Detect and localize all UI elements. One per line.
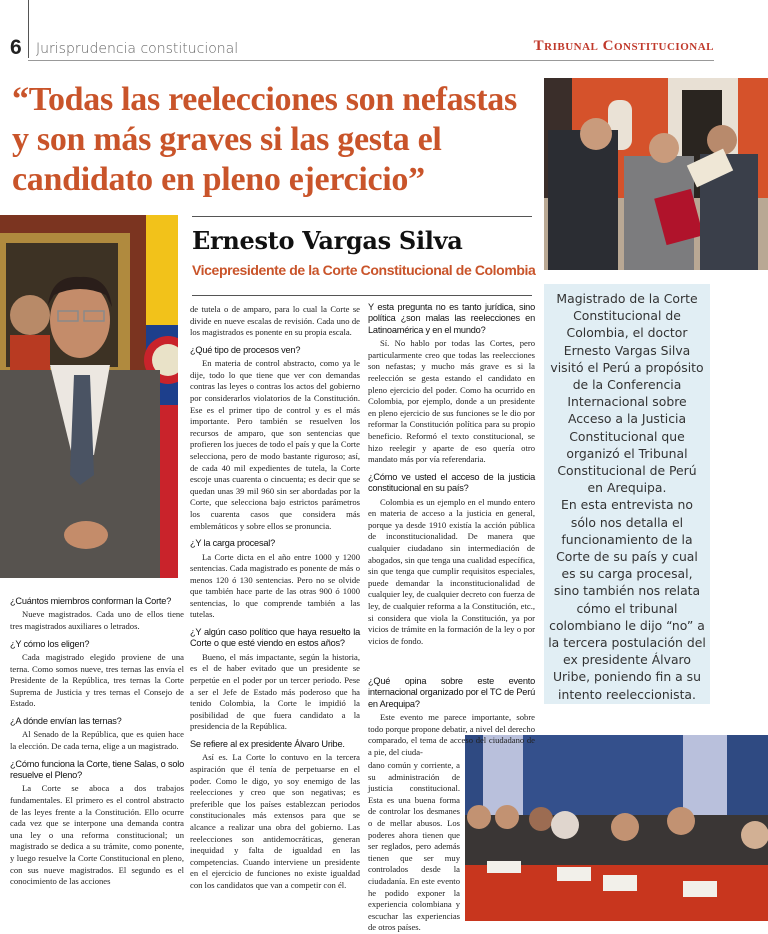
name-rule-top (192, 216, 532, 217)
question: Y esta pregunta no es tanto jurídica, sino política ¿son malas las reelecciones en Latinoamérica y en el mundo? (368, 302, 535, 335)
intro-paragraph: Magistrado de la Corte Constitucional de Colombia, el doctor Ernesto Vargas Silva visitó el Perú a propósito de la Conferencia Internacional sobre Acceso a la Justicia Constitucional que organizó el Tribunal Constitucional de Perú en Arequipa. (550, 291, 704, 496)
interviewee-name: Ernesto Vargas Silva (192, 226, 463, 255)
conference-photo (465, 735, 768, 921)
question: ¿Qué opina sobre este evento internacional organizado por el TC de Perú en Arequipa? (368, 676, 535, 709)
header-divider (28, 0, 29, 58)
answer: Bueno, el más impactante, según la historia, es el de haber evitado que un presidente se perpetúe en el poder por un tercer periodo. Pese a ser el Jefe de Estado más poderoso que ha tenido Colombia, la Corte le impidió la posibilidad de que fuera candidato a la presidencia de la República. (190, 651, 360, 732)
question: Se refiere al ex presidente Álvaro Uribe. (190, 739, 345, 750)
answer: La Corte dicta en el año entre 1000 y 1200 sentencias. Cada magistrado es ponente de más o menos 120 ó 130 sentencias. Pero no se olvide que también hace parte de las otras 900 ó 1000 sentencias, lo que comprende también a las tutelas. (190, 551, 360, 620)
question: ¿Y algún caso político que haya resuelto la Corte o que esté viendo en estos años? (190, 627, 360, 649)
intro-paragraph: En esta entrevista no sólo nos detalla el funcionamiento de la Corte de su país y cual es su carga procesal, sino también nos relata cómo el tribunal colombiano le dijo “no” a la tercera postulación del ex presidente Álvaro Uribe, poniendo fin a su intento reeleccionista. (548, 497, 706, 702)
answer: En materia de control abstracto, como ya le dije, todo lo que tiene que ver con demandas contras las leyes o contras los actos del gobierno por considerarlos violatorios de la Constitución. Ese es el primer tipo de control y es el más importante. Pero también se resuelven los recursos de amparo, que son sentencias que profieren los jueces de todo el país y que la Corte selecciona, pero de modo bastante riguroso; así, de cada 40 mil expedientes de tutela, la Corte escoje unas cuarenta o cincuenta; es decir que se quedan unas 39 mil 960 sin ser abordadas por la Corte, que selecciona bajo estrictos parámetros los cuarenta casos que considera más emblemáticos y sobre ellos se pronuncia. (190, 358, 360, 531)
conference-photo-art (465, 735, 768, 921)
answer: Al Senado de la República, que es quien hace la elección. De cada terna, elige a un magistrado. (10, 729, 184, 751)
answer: Cada magistrado elegido proviene de una terna. Como somos nueve, tres ternas las envía el Presidente de la República, tres ternas la Corte Suprema de Justicia y tres ternas el Consejo de Estado. (10, 652, 184, 709)
article-column-1 (10, 596, 184, 888)
answer-continued: de tutela o de amparo, para lo cual la Corte se divide en nueve escalas de revisión. Cada uno de los magistrados es ponente en su propia escala. (190, 304, 360, 338)
question: ¿Y cómo los eligen? (10, 638, 90, 649)
question: ¿Qué tipo de procesos ven? (190, 344, 301, 355)
article-column-3-lower (368, 676, 535, 759)
page-number: 6 (10, 36, 22, 59)
question: ¿Cómo funciona la Corte, tiene Salas, o solo resuelve el Pleno? (10, 758, 184, 780)
ceremony-photo (544, 78, 768, 270)
answer-continued: dano común y corriente, a su administración de justicia constitucional. Esta es una buena forma de controlar los desmanes o de mellar abusos. Los poderes ahora tienen que ser reglados, pero además tienen que ser muy controlados desde la ciudadanía. En este evento he podido exponer la experiencia colombiana y escuchar las experiencias de otros países. (368, 760, 460, 933)
section-title: Jurisprudencia constitucional (36, 41, 239, 57)
answer: Colombia es un ejemplo en el mundo entero en materia de acceso a la justicia en general, porque ya desde 1910 existía la acción pública de inconstitucionalidad. De manera que cualquier ciudadano sin intermediación de abogados, sin que tenga una cualidad específica, sin que tenga que cumplir requisitos especiales, puede demandar la inconstitucionalidad de cualquier ley, de cualquier decreto con fuerza de ley, de cualquier reforma a la Constitución, etc., si considera que viola la Constitución, ya por vicios de trámite en la formación de la ley o por vicios de fondo. (368, 496, 535, 646)
answer: Sí. No hablo por todas las Cortes, pero particularmente creo que todas las reelecciones son nefastas; y mucho más grave es si la reelección se gesta estando el candidato en pleno ejercicio del poder. Como ha ocurrido en Colombia, por ejemplo, donde a un presidente en pleno ejercicio de sus funciones se le dio por reformar la Constitución política para su propio beneficio. Reformó el texto constitucional, se hizo reelegir y aparte de eso quería otro mandato más por vía referendaria. (368, 338, 535, 465)
name-rule-bottom (192, 295, 532, 296)
answer: Así es. La Corte lo contuvo en la tercera aspiración que él tenía de perpetuarse en el poder. Como le digo, yo soy enemigo de las reelecciones y creo que son negativas; es preferible que los países establezcan periodos constitucionales más extensos para que se alcance a realizar una obra del gobierno. Las reelecciones son antidemocráticas, generan inequidad y falta de igualdad en las competencias. Cuando interviene un presidente en el ejercicio de funciones no existe igualdad con los candidatos que van a competir con él. (190, 752, 360, 890)
article-column-3 (368, 302, 535, 647)
ceremony-photo-art (544, 78, 768, 270)
answer: La Corte se aboca a dos trabajos fundamentales. El primero es el control abstracto de las leyes frente a la Constitución. Ello ocurre cada vez que se interpone una demanda contra una ley o una reforma constitucional; un magistrado se dedica a su trámite, como ponente, y luego resuelve la Corte Constitucional en pleno, con sus nueve magistrados. El segundo es el conocimiento de las acciones (10, 783, 184, 887)
answer: Este evento me parece importante, sobre todo porque propone debatir, a nivel del derecho comparado, el tema de acceso del ciudadano de a pie, del ciuda- (368, 712, 535, 757)
publication-name: Tribunal Constitucional (533, 38, 714, 54)
article-column-2 (190, 304, 360, 892)
intro-sidebar (544, 284, 710, 704)
question: ¿Cuántos miembros conforman la Corte? (10, 596, 172, 606)
portrait-photo-art (0, 215, 178, 578)
question: ¿A dónde envían las ternas? (10, 715, 122, 726)
question: ¿Y la carga procesal? (190, 538, 276, 549)
question: ¿Cómo ve usted el acceso de la justicia constitucional en su país? (368, 471, 535, 494)
headline: “Todas las reelecciones son nefastas y son más graves si las gesta el candidato en pleno ejercicio” (12, 81, 517, 198)
interviewee-role: Vicepresidente de la Corte Constitucional de Colombia (192, 262, 536, 278)
article-column-3-narrow (368, 760, 460, 934)
answer: Nueve magistrados. Cada uno de ellos tiene tres magistrados auxiliares o letrados. (10, 609, 184, 631)
portrait-photo (0, 215, 178, 578)
header-rule (28, 60, 714, 61)
